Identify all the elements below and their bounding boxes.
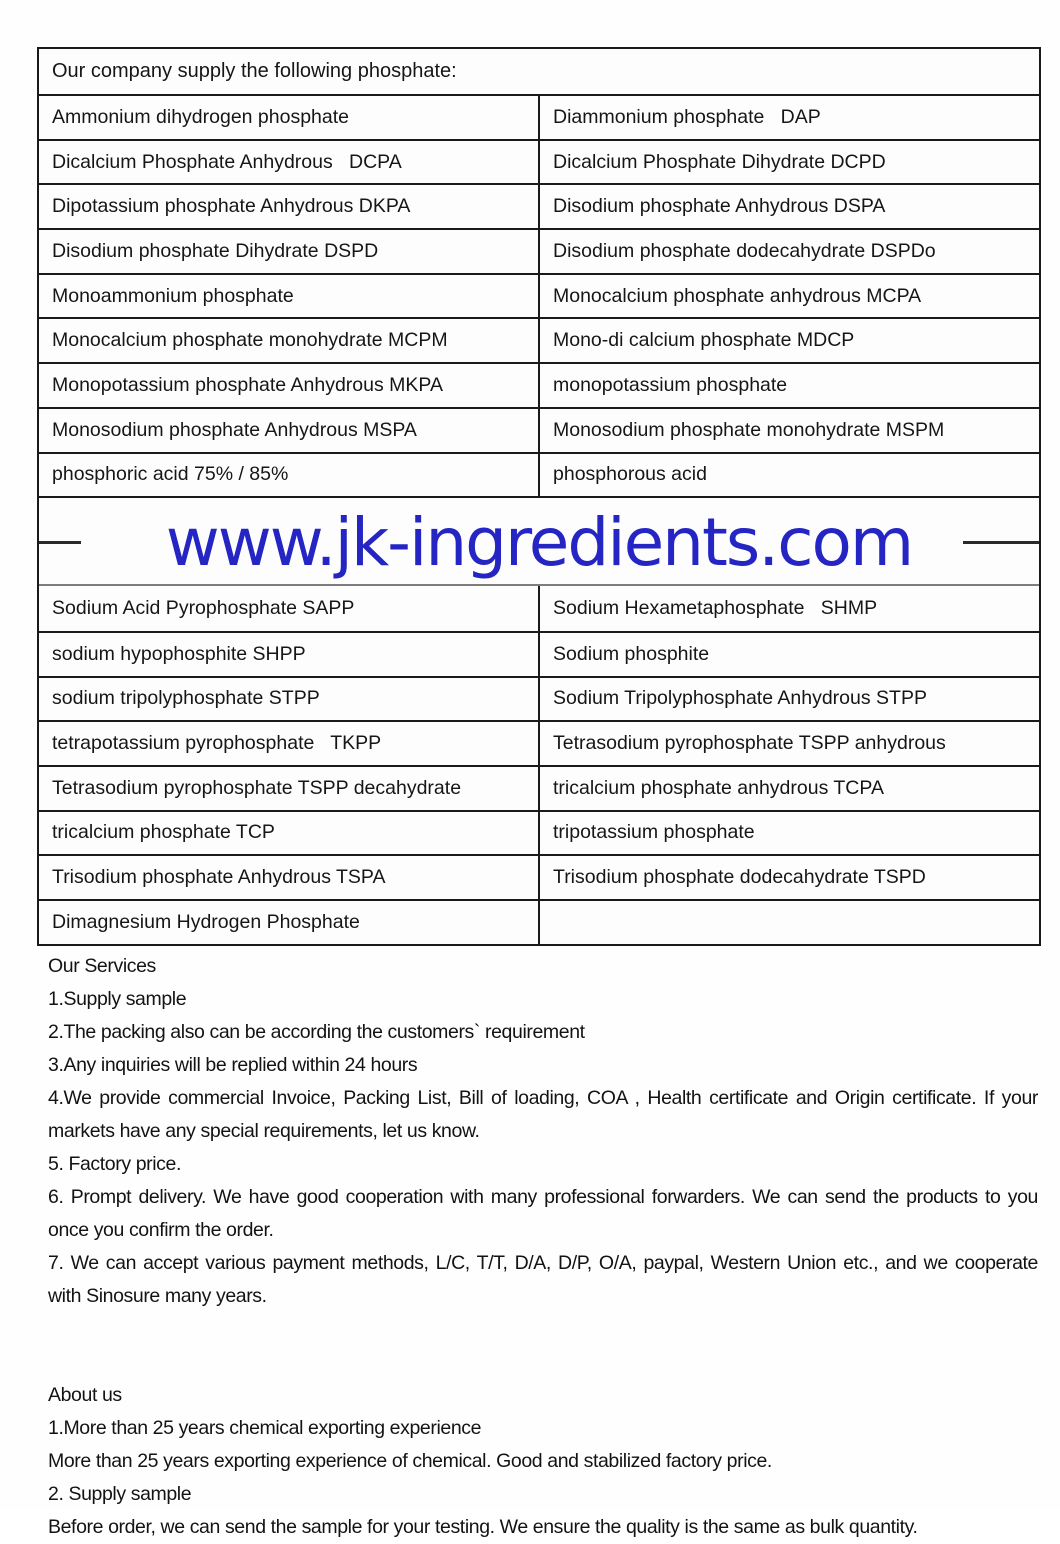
product-cell: Monopotassium phosphate Anhydrous MKPA bbox=[39, 364, 540, 407]
about-heading: About us bbox=[48, 1384, 122, 1406]
product-cell: Disodium phosphate dodecahydrate DSPDo bbox=[553, 239, 936, 262]
product-cell: sodium tripolyphosphate STPP bbox=[39, 678, 540, 721]
about-item: 2. Supply sample bbox=[48, 1483, 192, 1505]
product-cell: Tetrasodium pyrophosphate TSPP decahydrate bbox=[39, 767, 540, 810]
table-row bbox=[39, 452, 1039, 497]
product-cell: Dimagnesium Hydrogen Phosphate bbox=[39, 901, 540, 944]
product-cell: Disodium phosphate Anhydrous DSPA bbox=[553, 195, 886, 218]
product-cell: tetrapotassium pyrophosphate TKPP bbox=[39, 722, 540, 765]
table-row bbox=[39, 362, 1039, 407]
product-cell: Sodium Hexametaphosphate SHMP bbox=[553, 597, 878, 620]
table-row bbox=[39, 317, 1039, 362]
service-item: 7. We can accept various payment methods, L/C, T/T, D/A, D/P, O/A, paypal, Western Union etc., and we cooperate with Sinosure many years. bbox=[48, 1252, 1038, 1307]
table-row bbox=[39, 899, 1039, 944]
product-cell: phosphorous acid bbox=[553, 463, 707, 486]
table-row bbox=[39, 765, 1039, 810]
watermark-url-text: www.jk-ingredients.com bbox=[165, 504, 913, 582]
product-cell: Sodium phosphite bbox=[553, 642, 710, 665]
product-cell: Diammonium phosphate DAP bbox=[553, 105, 821, 128]
service-item: 3.Any inquiries will be replied within 24 hours bbox=[48, 1054, 418, 1076]
product-cell: Dicalcium Phosphate Anhydrous DCPA bbox=[39, 141, 540, 184]
about-item: More than 25 years exporting experience of chemical. Good and stabilized factory price. bbox=[48, 1450, 772, 1472]
product-cell: Dipotassium phosphate Anhydrous DKPA bbox=[39, 185, 540, 228]
product-cell: Dicalcium Phosphate Dihydrate DCPD bbox=[553, 150, 886, 173]
product-cell: Monosodium phosphate Anhydrous MSPA bbox=[39, 409, 540, 452]
table-row bbox=[39, 228, 1039, 273]
service-item: 2.The packing also can be according the customers` requirement bbox=[48, 1021, 585, 1043]
table-row bbox=[39, 273, 1039, 318]
product-cell: Monoammonium phosphate bbox=[39, 275, 540, 318]
table-row bbox=[39, 676, 1039, 721]
product-cell: Monocalcium phosphate anhydrous MCPA bbox=[553, 284, 922, 307]
table-title: Our company supply the following phosphate: bbox=[52, 60, 457, 82]
product-cell: tripotassium phosphate bbox=[553, 821, 755, 844]
about-item: Before order, we can send the sample for your testing. We ensure the quality is the same as bulk quantity. bbox=[48, 1516, 918, 1538]
table-row bbox=[39, 183, 1039, 228]
section-spacer bbox=[48, 1313, 1038, 1379]
table-row bbox=[39, 631, 1039, 676]
table-row bbox=[39, 586, 1039, 631]
watermark-left-dash bbox=[39, 541, 81, 544]
product-cell: Ammonium dihydrogen phosphate bbox=[39, 96, 540, 139]
product-cell: Monocalcium phosphate monohydrate MCPM bbox=[39, 319, 540, 362]
service-item: 4.We provide commercial Invoice, Packing List, Bill of loading, COA , Health certificate and Origin certificate. If your markets have any special requirements, let us know. bbox=[48, 1087, 1038, 1142]
watermark-right-dash bbox=[963, 541, 1039, 544]
table-row bbox=[39, 854, 1039, 899]
product-cell: Disodium phosphate Dihydrate DSPD bbox=[39, 230, 540, 273]
product-cell: Sodium Acid Pyrophosphate SAPP bbox=[39, 586, 540, 631]
product-cell: Monosodium phosphate monohydrate MSPM bbox=[553, 418, 945, 441]
product-cell: tricalcium phosphate anhydrous TCPA bbox=[553, 776, 884, 799]
services-heading: Our Services bbox=[48, 955, 156, 977]
product-cell bbox=[540, 901, 1039, 944]
product-cell: Sodium Tripolyphosphate Anhydrous STPP bbox=[553, 687, 927, 710]
watermark-band bbox=[39, 496, 1039, 586]
service-item: 1.Supply sample bbox=[48, 988, 187, 1010]
product-cell: Trisodium phosphate Anhydrous TSPA bbox=[39, 856, 540, 899]
table-row bbox=[39, 720, 1039, 765]
table-row bbox=[39, 407, 1039, 452]
table-row bbox=[39, 94, 1039, 139]
service-item: 6. Prompt delivery. We have good cooperation with many professional forwarders. We can send the products to you once you confirm the order. bbox=[48, 1186, 1038, 1241]
info-text-block bbox=[48, 950, 1038, 1544]
product-cell: tricalcium phosphate TCP bbox=[39, 812, 540, 855]
product-cell: phosphoric acid 75% / 85% bbox=[39, 454, 540, 497]
about-item: 1.More than 25 years chemical exporting experience bbox=[48, 1417, 482, 1439]
product-cell: monopotassium phosphate bbox=[553, 373, 788, 396]
table-row bbox=[39, 810, 1039, 855]
service-item: 5. Factory price. bbox=[48, 1153, 181, 1175]
table-row bbox=[39, 139, 1039, 184]
product-cell: Tetrasodium pyrophosphate TSPP anhydrous bbox=[553, 732, 946, 755]
product-cell: sodium hypophosphite SHPP bbox=[39, 633, 540, 676]
product-cell: Mono-di calcium phosphate MDCP bbox=[553, 329, 855, 352]
product-cell: Trisodium phosphate dodecahydrate TSPD bbox=[553, 866, 926, 889]
phosphate-product-table bbox=[37, 47, 1041, 946]
